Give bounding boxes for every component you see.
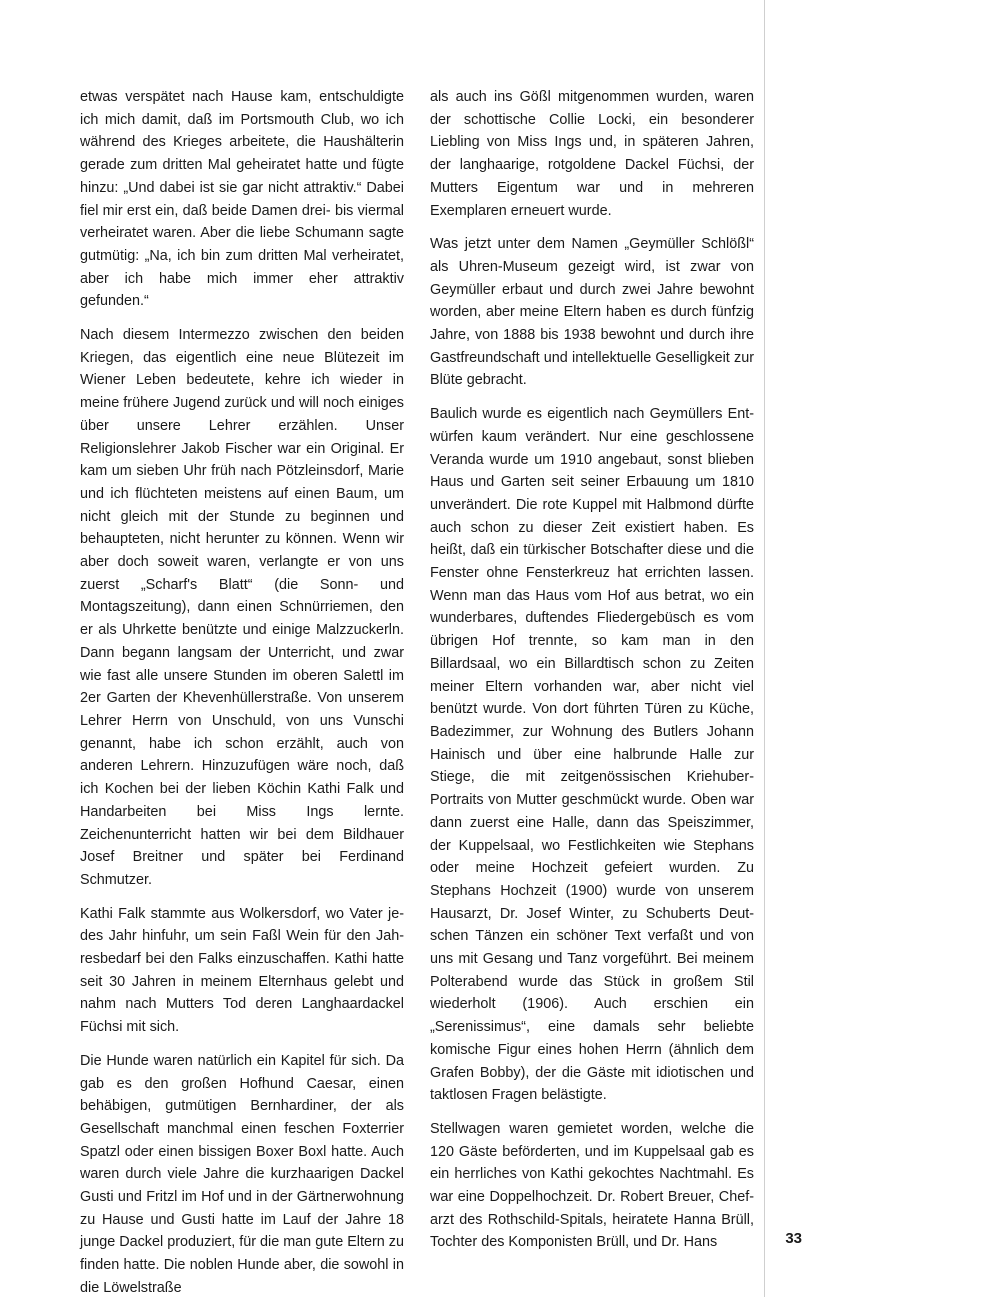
paragraph: als auch ins Gößl mitgenommen wurden, waren der schottische Collie Locki, ein besonderer Liebling von Miss Ings und, in späteren Jahren, der langhaarige, rotgoldene Dackel Füchsi, der Mutters Eigentum war und in mehreren Exemplaren erneuert wurde. — [430, 89, 754, 219]
paragraph: Die Hunde waren natürlich ein Kapitel für sich. Da gab es den großen Hofhund Caesar, einen behäbigen, gutmütigen Bernhardiner, der als Gesellschaft manchmal einen feschen Foxterrier Spatzl oder einen bissigen Boxer Boxl hatte. Auch waren durch viele Jahre die kurzhaarigen Dackel Gusti und Fritzl im Hof und in der Gärtnerwohnung zu Hause und Gusti hatte im Lauf der Jahre 18 junge Dackel produziert, für die man gute Eltern zu finden hatte. Die noblen Hunde aber, die sowohl in die Löwelstraße — [80, 1052, 404, 1296]
page-number: 33 — [785, 1230, 802, 1247]
paragraph: Nach diesem Intermezzo zwischen den beiden Kriegen, das eigentlich eine neue Blütezeit im Wiener Leben bedeutete, kehre ich wieder in meine frühere Jugend zurück und will noch einiges über unsere Lehrer erzählen. Unser Religionslehrer Jakob Fischer war ein Original. Er kam um sieben Uhr früh nach Pötzleinsdorf, Marie und ich flüchteten meistens auf einen Baum, um nicht gleich mit der Stunde zu beginnen und behaupteten, nicht herunter zu können. Wenn wir aber doch soweit waren, verlangte er von uns zuerst „Scharf's Blatt“ (die Sonn- und Montagszeitung), dann einen Schnürriemen, den er als Uhrkette benützte und einige Malzzuckerln. Dann begann langsam der Unterricht, und zwar wie fast alle unsere Stunden im oberen Salettl im 2er Garten der Khevenhüllerstraße. Von unserem Lehrer Herrn von Unschuld, von uns Vunschi genannt, habe ich schon erzählt, auch von anderen Lehrern. Hinzuzufügen wäre noch, daß ich Kochen bei der lieben Köchin Kathi Falk und Handarbeiten bei Miss Ings lernte. Zeichenunterricht hatten wir bei dem Bildhauer Josef Breitner und später bei Ferdinand Schmutzer. — [80, 327, 404, 888]
page-edge-divider — [764, 0, 765, 1297]
right-text-column — [430, 86, 754, 1265]
paragraph: Kathi Falk stammte aus Wolkersdorf, wo Vater jedes Jahr hinfuhr, um sein Faßl Wein für den Jahresbedarf bei den Falks einzuschaffen. Kathi hatte seit 30 Jahren in meinem Elternhaus gelebt und nahm nach Mutters Tod deren Langhaardackel Füchsi mit sich. — [80, 905, 404, 1036]
paragraph: Was jetzt unter dem Namen „Geymüller Schlößl“ als Uhren-Museum gezeigt wird, ist zwar von Geymüller erbaut und durch zwei Jahre bewohnt worden, aber meine Eltern haben es durch fünfzig Jahre, von 1888 bis 1938 bewohnt und durch ihre Gastfreundschaft und intellektuelle Geselligkeit zur Blüte gebracht. — [430, 236, 754, 389]
left-text-column — [80, 86, 404, 1311]
paragraph: Baulich wurde es eigentlich nach Geymüllers Entwürfen kaum verändert. Nur eine geschlossene Veranda wurde um 1910 angebaut, sonst blieben Haus und Garten seit seiner Erbauung um 1810 unverändert. Die rote Kuppel mit Halbmond dürfte auch schon zu dieser Zeit existiert haben. Es heißt, daß ein türkischer Botschafter diese und die Fenster ohne Fensterkreuz hat errichten lassen. Wenn man das Haus vom Hof aus betrat, wo ein wunderbares, duftendes Fliedergebüsch es vom übrigen Hof trennte, so kam man in den Billardsaal, wo ein Billardtisch schon zu Zeiten meiner Eltern vorhanden war, aber nicht viel benützt wurde. Von dort führten Türen zu Küche, Badezimmer, zur Wohnung des Butlers Johann Hainisch und über eine halbrunde Halle zur Stiege, die mit zeitgenössischen Kriehuber-Portraits von Mutter geschmückt wurde. Oben war dann zuerst eine Halle, dann das Speiszimmer, der Kuppelsaal, wo Festlichkeiten wie Stephans oder meine Hochzeit gefeiert wurden. Zu Stephans Hochzeit (1900) wurde von unserem Hausarzt, Dr. Josef Winter, zu Schuberts Deutschen Tänzen ein schöner Text verfaßt und von uns mit Gesang und Tanz vorgeführt. Bei meinem Polterabend wurde das Stück in großem Stil wiederholt (1906). Auch erschien ein „Serenissimus“, eine damals sehr beliebte komische Figur eines hohen Herrn (ähnlich dem Grafen Bobby), der die Gäste mit idiotischen und taktlosen Fragen belästigte. — [430, 406, 754, 1104]
paragraph: Stellwagen waren gemietet worden, welche die 120 Gäste beförderten, und im Kuppelsaal gab es ein herrliches von Kathi gekochtes Nachtmahl. Es war eine Doppelhochzeit. Dr. Robert Breuer, Chefarzt des Rothschild-Spitals, heiratete Hanna Brüll, Tochter des Komponisten Brüll, und Dr. Hans — [430, 1120, 754, 1251]
paragraph: etwas verspätet nach Hause kam, entschuldigte ich mich damit, daß im Portsmouth Club, wo ich während des Krieges arbeitete, die Haushälterin gerade zum dritten Mal geheiratet hatte und fügte hinzu: „Und dabei ist sie gar nicht attraktiv.“ Dabei fiel mir erst ein, daß beide Damen drei- bis viermal verheiratet waren. Aber die liebe Schumann sagte gutmütig: „Na, ich bin zum dritten Mal verheiratet, aber ich habe mich immer eher attraktiv gefunden.“ — [80, 89, 404, 310]
